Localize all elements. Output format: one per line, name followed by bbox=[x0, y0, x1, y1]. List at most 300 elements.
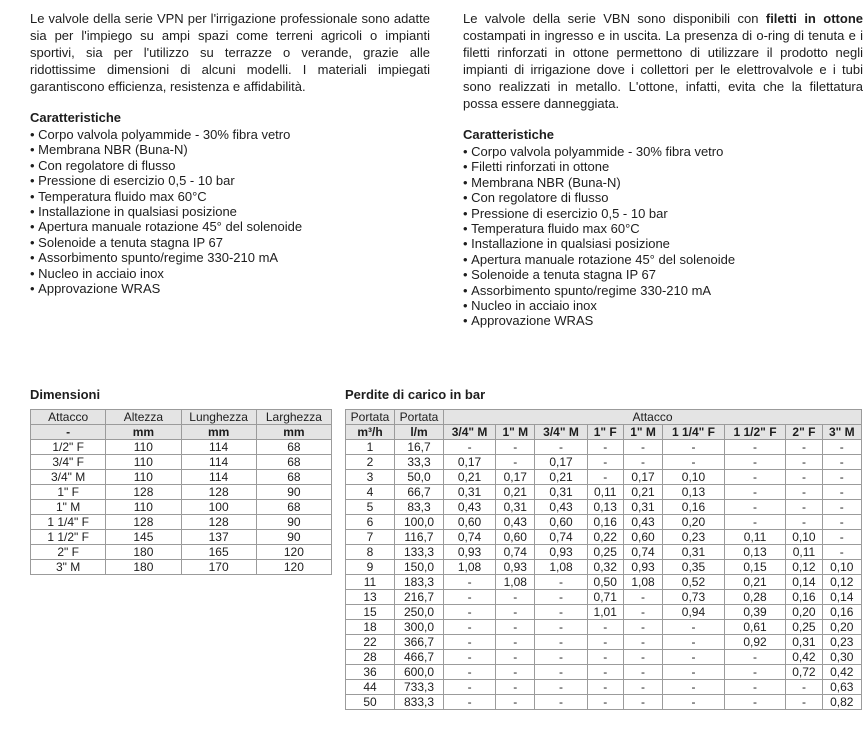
pressure-loss-cell: - bbox=[535, 665, 587, 680]
pressure-loss-cell: 0,52 bbox=[663, 575, 725, 590]
pressure-loss-cell: 33,3 bbox=[395, 455, 444, 470]
pressure-loss-cell: - bbox=[786, 680, 822, 695]
pressure-loss-cell: - bbox=[496, 590, 535, 605]
pressure-loss-cell: 0,16 bbox=[822, 605, 861, 620]
pressure-loss-cell: 0,21 bbox=[623, 485, 662, 500]
pressure-loss-cell: - bbox=[822, 545, 861, 560]
pressure-loss-cell: - bbox=[724, 455, 786, 470]
pressure-loss-cell: 0,12 bbox=[822, 575, 861, 590]
pressure-loss-cell: - bbox=[496, 680, 535, 695]
pressure-loss-cell: - bbox=[822, 455, 861, 470]
pressure-loss-cell: - bbox=[444, 665, 496, 680]
pressure-loss-cell: - bbox=[724, 440, 786, 455]
pressure-loss-cell: 28 bbox=[346, 650, 395, 665]
feature-item: • Installazione in qualsiasi posizione bbox=[463, 236, 863, 251]
pressure-loss-cell: - bbox=[496, 605, 535, 620]
pressure-loss-cell: 18 bbox=[346, 620, 395, 635]
pressure-loss-cell: - bbox=[663, 680, 725, 695]
pressure-loss-cell: - bbox=[444, 680, 496, 695]
pressure-loss-cell: - bbox=[822, 500, 861, 515]
pressure-loss-cell: - bbox=[786, 500, 822, 515]
pressure-loss-cell: 50 bbox=[346, 695, 395, 710]
pressure-loss-cell: 2 bbox=[346, 455, 395, 470]
feature-item: • Con regolatore di flusso bbox=[463, 190, 863, 205]
pressure-loss-row bbox=[346, 665, 862, 680]
pressure-loss-cell: - bbox=[724, 680, 786, 695]
pressure-loss-cell: - bbox=[535, 605, 587, 620]
pressure-loss-cell: - bbox=[587, 440, 623, 455]
feature-item: • Pressione di esercizio 0,5 - 10 bar bbox=[30, 173, 430, 188]
pressure-loss-cell: - bbox=[623, 620, 662, 635]
pressure-loss-cell: 0,16 bbox=[786, 590, 822, 605]
pressure-loss-cell: 0,17 bbox=[623, 470, 662, 485]
pressure-loss-row bbox=[346, 695, 862, 710]
dimensions-cell: 110 bbox=[106, 440, 181, 455]
pressure-loss-cell: 0,31 bbox=[496, 500, 535, 515]
pressure-loss-cell: 0,31 bbox=[623, 500, 662, 515]
pressure-loss-cell: 100,0 bbox=[395, 515, 444, 530]
pressure-loss-cell: 133,3 bbox=[395, 545, 444, 560]
dimensions-cell: 1" F bbox=[31, 485, 106, 500]
pressure-loss-cell: - bbox=[724, 665, 786, 680]
pressure-loss-cell: - bbox=[535, 590, 587, 605]
pressure-loss-cell: 22 bbox=[346, 635, 395, 650]
dimensions-table bbox=[30, 409, 332, 575]
pressure-loss-cell: 13 bbox=[346, 590, 395, 605]
pressure-loss-cell: 0,13 bbox=[724, 545, 786, 560]
feature-item: • Assorbimento spunto/regime 330-210 mA bbox=[30, 250, 430, 265]
dimensions-cell: 3" M bbox=[31, 560, 106, 575]
pressure-loss-cell: - bbox=[623, 440, 662, 455]
pressure-loss-cell: 0,20 bbox=[663, 515, 725, 530]
dimensions-cell: 68 bbox=[256, 440, 331, 455]
pressure-loss-cell: - bbox=[535, 695, 587, 710]
pressure-loss-cell: 50,0 bbox=[395, 470, 444, 485]
dimensions-cell: 120 bbox=[256, 560, 331, 575]
dimensions-cell: 128 bbox=[106, 515, 181, 530]
pressure-loss-block bbox=[345, 387, 862, 710]
pressure-loss-sizes-row bbox=[346, 425, 862, 440]
pressure-loss-cell: 150,0 bbox=[395, 560, 444, 575]
dimensions-cell: 114 bbox=[181, 440, 256, 455]
pressure-loss-cell: - bbox=[663, 650, 725, 665]
pressure-loss-cell: - bbox=[535, 650, 587, 665]
pressure-loss-row bbox=[346, 620, 862, 635]
pressure-loss-cell: 0,12 bbox=[786, 560, 822, 575]
feature-item: • Approvazione WRAS bbox=[30, 281, 430, 296]
feature-item: • Solenoide a tenuta stagna IP 67 bbox=[463, 267, 863, 282]
pressure-loss-cell: 36 bbox=[346, 665, 395, 680]
dimensions-row bbox=[31, 545, 332, 560]
pressure-loss-cell: 0,16 bbox=[587, 515, 623, 530]
pressure-loss-cell: - bbox=[587, 680, 623, 695]
pressure-loss-cell: 16,7 bbox=[395, 440, 444, 455]
dimensions-cell: 128 bbox=[181, 485, 256, 500]
vpn-section bbox=[30, 10, 430, 329]
pressure-loss-cell: 6 bbox=[346, 515, 395, 530]
dimensions-cell: 114 bbox=[181, 455, 256, 470]
pressure-loss-cell: 0,60 bbox=[535, 515, 587, 530]
feature-item: • Corpo valvola polyammide - 30% fibra vetro bbox=[463, 144, 863, 159]
pressure-loss-cell: - bbox=[496, 635, 535, 650]
dimensions-cell: 165 bbox=[181, 545, 256, 560]
pressure-loss-cell: 0,43 bbox=[623, 515, 662, 530]
dimensions-header-row bbox=[31, 410, 332, 425]
pressure-loss-cell: - bbox=[444, 620, 496, 635]
feature-item: • Apertura manuale rotazione 45° del solenoide bbox=[30, 219, 430, 234]
pressure-loss-cell: 0,42 bbox=[822, 665, 861, 680]
pressure-loss-cell: - bbox=[496, 440, 535, 455]
pressure-loss-cell: 0,11 bbox=[786, 545, 822, 560]
pressure-loss-cell: - bbox=[724, 695, 786, 710]
pressure-loss-cell: 0,21 bbox=[724, 575, 786, 590]
pressure-loss-cell: 0,28 bbox=[724, 590, 786, 605]
pressure-loss-cell: - bbox=[724, 650, 786, 665]
pressure-loss-cell: - bbox=[663, 695, 725, 710]
pressure-loss-cell: 0,43 bbox=[496, 515, 535, 530]
pressure-loss-row bbox=[346, 530, 862, 545]
dimensions-cell: 90 bbox=[256, 515, 331, 530]
pressure-loss-cell: 0,20 bbox=[822, 620, 861, 635]
pressure-loss-cell: - bbox=[724, 500, 786, 515]
flow-header-lm: Portata bbox=[395, 410, 444, 425]
dimensions-title: Dimensioni bbox=[30, 387, 101, 402]
pressure-loss-cell: 216,7 bbox=[395, 590, 444, 605]
pressure-loss-row bbox=[346, 590, 862, 605]
pressure-loss-cell: 0,20 bbox=[786, 605, 822, 620]
feature-item: • Filetti rinforzati in ottone bbox=[463, 159, 863, 174]
pressure-loss-cell: 0,43 bbox=[444, 500, 496, 515]
pressure-loss-cell: 0,71 bbox=[587, 590, 623, 605]
pressure-loss-row bbox=[346, 470, 862, 485]
pressure-loss-cell: 1,08 bbox=[535, 560, 587, 575]
pressure-loss-cell: - bbox=[724, 485, 786, 500]
pressure-loss-cell: 0,23 bbox=[822, 635, 861, 650]
flow-unit-m3h: m³/h bbox=[346, 425, 395, 440]
dimensions-cell: 68 bbox=[256, 470, 331, 485]
pressure-loss-cell: - bbox=[623, 590, 662, 605]
dimensions-cell: 3/4" F bbox=[31, 455, 106, 470]
feature-item: • Membrana NBR (Buna-N) bbox=[463, 175, 863, 190]
pressure-loss-cell: - bbox=[444, 575, 496, 590]
pressure-loss-cell: 0,73 bbox=[663, 590, 725, 605]
pressure-loss-cell: 0,14 bbox=[786, 575, 822, 590]
pressure-loss-cell: 0,74 bbox=[535, 530, 587, 545]
pressure-loss-cell: 0,93 bbox=[535, 545, 587, 560]
pressure-loss-cell: - bbox=[496, 620, 535, 635]
dimensions-cell: 90 bbox=[256, 530, 331, 545]
pressure-loss-cell: 0,21 bbox=[496, 485, 535, 500]
dimensions-column-header: Larghezza bbox=[256, 410, 331, 425]
flow-unit-lm: l/m bbox=[395, 425, 444, 440]
dimensions-column-header: Lunghezza bbox=[181, 410, 256, 425]
dimensions-cell: 110 bbox=[106, 500, 181, 515]
attacco-size-header: 3/4" M bbox=[444, 425, 496, 440]
pressure-loss-cell: 0,74 bbox=[496, 545, 535, 560]
dimensions-cell: 68 bbox=[256, 500, 331, 515]
pressure-loss-cell: - bbox=[587, 620, 623, 635]
pressure-loss-cell: - bbox=[587, 635, 623, 650]
dimensions-cell: 170 bbox=[181, 560, 256, 575]
dimensions-unit-header: mm bbox=[256, 425, 331, 440]
dimensions-row bbox=[31, 500, 332, 515]
pressure-loss-cell: 1 bbox=[346, 440, 395, 455]
pressure-loss-cell: 1,01 bbox=[587, 605, 623, 620]
dimensions-row bbox=[31, 455, 332, 470]
attacco-size-header: 3/4" M bbox=[535, 425, 587, 440]
pressure-loss-cell: 83,3 bbox=[395, 500, 444, 515]
pressure-loss-cell: - bbox=[444, 440, 496, 455]
pressure-loss-cell: 0,31 bbox=[786, 635, 822, 650]
pressure-loss-cell: - bbox=[822, 515, 861, 530]
dimensions-row bbox=[31, 515, 332, 530]
pressure-loss-cell: - bbox=[444, 635, 496, 650]
pressure-loss-cell: 0,61 bbox=[724, 620, 786, 635]
pressure-loss-row bbox=[346, 545, 862, 560]
pressure-loss-cell: - bbox=[444, 695, 496, 710]
feature-item: • Solenoide a tenuta stagna IP 67 bbox=[30, 235, 430, 250]
pressure-loss-cell: - bbox=[623, 455, 662, 470]
pressure-loss-row bbox=[346, 485, 862, 500]
pressure-loss-cell: 0,93 bbox=[623, 560, 662, 575]
attacco-size-header: 1 1/4" F bbox=[663, 425, 725, 440]
dimensions-unit-header: mm bbox=[106, 425, 181, 440]
dimensions-cell: 1" M bbox=[31, 500, 106, 515]
pressure-loss-cell: 0,35 bbox=[663, 560, 725, 575]
pressure-loss-cell: 3 bbox=[346, 470, 395, 485]
dimensions-cell: 128 bbox=[106, 485, 181, 500]
flow-header-m3h: Portata bbox=[346, 410, 395, 425]
pressure-loss-cell: - bbox=[724, 470, 786, 485]
pressure-loss-cell: 0,31 bbox=[663, 545, 725, 560]
pressure-loss-cell: 366,7 bbox=[395, 635, 444, 650]
pressure-loss-cell: - bbox=[663, 440, 725, 455]
dimensions-cell: 110 bbox=[106, 470, 181, 485]
pressure-loss-cell: 1,08 bbox=[496, 575, 535, 590]
pressure-loss-cell: - bbox=[786, 455, 822, 470]
pressure-loss-cell: 0,10 bbox=[663, 470, 725, 485]
pressure-loss-cell: - bbox=[822, 530, 861, 545]
pressure-loss-row bbox=[346, 575, 862, 590]
attacco-group-header: Attacco bbox=[444, 410, 862, 425]
feature-item: • Con regolatore di flusso bbox=[30, 158, 430, 173]
pressure-loss-cell: 0,10 bbox=[786, 530, 822, 545]
dimensions-row bbox=[31, 470, 332, 485]
pressure-loss-cell: 66,7 bbox=[395, 485, 444, 500]
pressure-loss-cell: 0,25 bbox=[587, 545, 623, 560]
pressure-loss-cell: - bbox=[587, 665, 623, 680]
attacco-size-header: 2" F bbox=[786, 425, 822, 440]
pressure-loss-cell: 0,25 bbox=[786, 620, 822, 635]
pressure-loss-cell: 0,31 bbox=[444, 485, 496, 500]
pressure-loss-cell: 0,39 bbox=[724, 605, 786, 620]
pressure-loss-cell: 0,43 bbox=[535, 500, 587, 515]
vbn-intro-bold: filetti in ottone bbox=[765, 11, 864, 26]
vbn-intro-paragraph bbox=[463, 10, 863, 112]
pressure-loss-cell: - bbox=[496, 665, 535, 680]
pressure-loss-cell: - bbox=[496, 650, 535, 665]
pressure-loss-cell: 15 bbox=[346, 605, 395, 620]
pressure-loss-cell: 0,17 bbox=[444, 455, 496, 470]
pressure-loss-cell: 0,42 bbox=[786, 650, 822, 665]
dimensions-cell: 137 bbox=[181, 530, 256, 545]
pressure-loss-cell: 0,17 bbox=[496, 470, 535, 485]
feature-item: • Apertura manuale rotazione 45° del solenoide bbox=[463, 252, 863, 267]
pressure-loss-cell: 0,21 bbox=[444, 470, 496, 485]
pressure-loss-cell: 0,16 bbox=[663, 500, 725, 515]
pressure-loss-cell: 0,14 bbox=[822, 590, 861, 605]
dimensions-cell: 114 bbox=[181, 470, 256, 485]
pressure-loss-cell: - bbox=[663, 455, 725, 470]
vpn-intro-paragraph: Le valvole della serie VPN per l'irrigazione professionale sono adatte sia per l'impiego su ampi spazi come terreni agricoli o impianti sportivi, sia per l'utilizzo su terrazze o verande, grazie alle ridottissime dimensioni di alcuni modelli. I materiali impiegati garantiscono efficienza, resistenza e affidabilità. bbox=[30, 11, 430, 94]
pressure-loss-cell: 0,93 bbox=[496, 560, 535, 575]
attacco-size-header: 1 1/2" F bbox=[724, 425, 786, 440]
pressure-loss-cell: - bbox=[786, 695, 822, 710]
pressure-loss-cell: 0,22 bbox=[587, 530, 623, 545]
pressure-loss-cell: 0,92 bbox=[724, 635, 786, 650]
pressure-loss-row bbox=[346, 440, 862, 455]
dimensions-cell: 1/2" F bbox=[31, 440, 106, 455]
pressure-loss-cell: 7 bbox=[346, 530, 395, 545]
pressure-loss-table bbox=[345, 409, 862, 710]
dimensions-unit-header: mm bbox=[181, 425, 256, 440]
dimensions-cell: 120 bbox=[256, 545, 331, 560]
pressure-loss-cell: - bbox=[444, 650, 496, 665]
pressure-loss-cell: 0,17 bbox=[535, 455, 587, 470]
dimensions-cell: 90 bbox=[256, 485, 331, 500]
dimensions-cell: 180 bbox=[106, 560, 181, 575]
pressure-loss-cell: 733,3 bbox=[395, 680, 444, 695]
dimensions-cell: 3/4" M bbox=[31, 470, 106, 485]
intro-columns bbox=[30, 10, 864, 329]
pressure-loss-group-row bbox=[346, 410, 862, 425]
pressure-loss-cell: - bbox=[786, 515, 822, 530]
pressure-loss-cell: 183,3 bbox=[395, 575, 444, 590]
pressure-loss-cell: 0,93 bbox=[444, 545, 496, 560]
pressure-loss-cell: 833,3 bbox=[395, 695, 444, 710]
dimensions-row bbox=[31, 440, 332, 455]
dimensions-cell: 128 bbox=[181, 515, 256, 530]
dimensions-block bbox=[30, 387, 332, 575]
pressure-loss-cell: 0,11 bbox=[587, 485, 623, 500]
pressure-loss-cell: - bbox=[623, 680, 662, 695]
pressure-loss-cell: - bbox=[444, 590, 496, 605]
attacco-size-header: 1" M bbox=[496, 425, 535, 440]
dimensions-column-header: Attacco bbox=[31, 410, 106, 425]
feature-item: • Temperatura fluido max 60°C bbox=[30, 189, 430, 204]
pressure-loss-cell: - bbox=[623, 665, 662, 680]
feature-item: • Membrana NBR (Buna-N) bbox=[30, 142, 430, 157]
pressure-loss-cell: 466,7 bbox=[395, 650, 444, 665]
pressure-loss-cell: - bbox=[535, 680, 587, 695]
pressure-loss-cell: 9 bbox=[346, 560, 395, 575]
feature-item: • Pressione di esercizio 0,5 - 10 bar bbox=[463, 206, 863, 221]
pressure-loss-cell: - bbox=[535, 440, 587, 455]
pressure-loss-cell: 1,08 bbox=[623, 575, 662, 590]
pressure-loss-row bbox=[346, 455, 862, 470]
pressure-loss-cell: 600,0 bbox=[395, 665, 444, 680]
pressure-loss-cell: 0,82 bbox=[822, 695, 861, 710]
vpn-features-title: Caratteristiche bbox=[30, 110, 122, 125]
feature-item: • Corpo valvola polyammide - 30% fibra vetro bbox=[30, 127, 430, 142]
pressure-loss-cell: - bbox=[623, 695, 662, 710]
pressure-loss-cell: - bbox=[496, 455, 535, 470]
pressure-loss-cell: 4 bbox=[346, 485, 395, 500]
pressure-loss-cell: 0,60 bbox=[496, 530, 535, 545]
vpn-features-list bbox=[30, 127, 430, 296]
pressure-loss-cell: - bbox=[587, 470, 623, 485]
pressure-loss-cell: 0,13 bbox=[663, 485, 725, 500]
feature-item: • Approvazione WRAS bbox=[463, 313, 863, 328]
vbn-intro-post: costampati in ingresso e in uscita. La presenza di o-ring di tenuta e i filetti rinforzati in ottone permettono di utilizzare il prodotto negli impianti di irrigazione dove i collettori per le elettrovalvole e i tubi sono realizzati in metallo. L'ottone, infatti, evita che la filettatura possa essere danneggiata. bbox=[463, 28, 863, 111]
dimensions-units-row bbox=[31, 425, 332, 440]
pressure-loss-cell: 11 bbox=[346, 575, 395, 590]
pressure-loss-cell: - bbox=[822, 470, 861, 485]
pressure-loss-cell: - bbox=[663, 635, 725, 650]
feature-item: • Nucleo in acciaio inox bbox=[30, 266, 430, 281]
pressure-loss-cell: - bbox=[587, 455, 623, 470]
pressure-loss-row bbox=[346, 680, 862, 695]
pressure-loss-cell: 300,0 bbox=[395, 620, 444, 635]
vbn-section bbox=[463, 10, 863, 329]
dimensions-cell: 68 bbox=[256, 455, 331, 470]
pressure-loss-cell: 0,31 bbox=[535, 485, 587, 500]
pressure-loss-title: Perdite di carico in bar bbox=[345, 387, 486, 402]
dimensions-cell: 1 1/2" F bbox=[31, 530, 106, 545]
attacco-size-header: 1" F bbox=[587, 425, 623, 440]
dimensions-row bbox=[31, 485, 332, 500]
pressure-loss-row bbox=[346, 605, 862, 620]
pressure-loss-cell: - bbox=[663, 665, 725, 680]
pressure-loss-row bbox=[346, 560, 862, 575]
pressure-loss-cell: - bbox=[535, 620, 587, 635]
pressure-loss-cell: 5 bbox=[346, 500, 395, 515]
feature-item: • Assorbimento spunto/regime 330-210 mA bbox=[463, 283, 863, 298]
dimensions-row bbox=[31, 560, 332, 575]
pressure-loss-cell: - bbox=[444, 605, 496, 620]
dimensions-cell: 1 1/4" F bbox=[31, 515, 106, 530]
pressure-loss-cell: 0,72 bbox=[786, 665, 822, 680]
pressure-loss-cell: 116,7 bbox=[395, 530, 444, 545]
attacco-size-header: 1" M bbox=[623, 425, 662, 440]
feature-item: • Installazione in qualsiasi posizione bbox=[30, 204, 430, 219]
pressure-loss-cell: 0,11 bbox=[724, 530, 786, 545]
pressure-loss-row bbox=[346, 500, 862, 515]
pressure-loss-cell: - bbox=[623, 605, 662, 620]
pressure-loss-cell: 0,13 bbox=[587, 500, 623, 515]
pressure-loss-row bbox=[346, 635, 862, 650]
dimensions-cell: 100 bbox=[181, 500, 256, 515]
pressure-loss-cell: - bbox=[587, 695, 623, 710]
vbn-features-list bbox=[463, 144, 863, 329]
pressure-loss-cell: 0,60 bbox=[444, 515, 496, 530]
pressure-loss-cell: 0,60 bbox=[623, 530, 662, 545]
pressure-loss-cell: - bbox=[663, 620, 725, 635]
pressure-loss-cell: 44 bbox=[346, 680, 395, 695]
pressure-loss-cell: 0,94 bbox=[663, 605, 725, 620]
pressure-loss-cell: 0,30 bbox=[822, 650, 861, 665]
pressure-loss-cell: - bbox=[822, 440, 861, 455]
pressure-loss-cell: 0,50 bbox=[587, 575, 623, 590]
pressure-loss-cell: 250,0 bbox=[395, 605, 444, 620]
pressure-loss-cell: - bbox=[535, 635, 587, 650]
pressure-loss-cell: 0,15 bbox=[724, 560, 786, 575]
vbn-features-title: Caratteristiche bbox=[463, 127, 555, 142]
vbn-intro-pre: Le valvole della serie VBN sono disponibili con bbox=[463, 11, 766, 26]
pressure-loss-cell: - bbox=[786, 440, 822, 455]
pressure-loss-cell: 8 bbox=[346, 545, 395, 560]
pressure-loss-cell: - bbox=[623, 650, 662, 665]
